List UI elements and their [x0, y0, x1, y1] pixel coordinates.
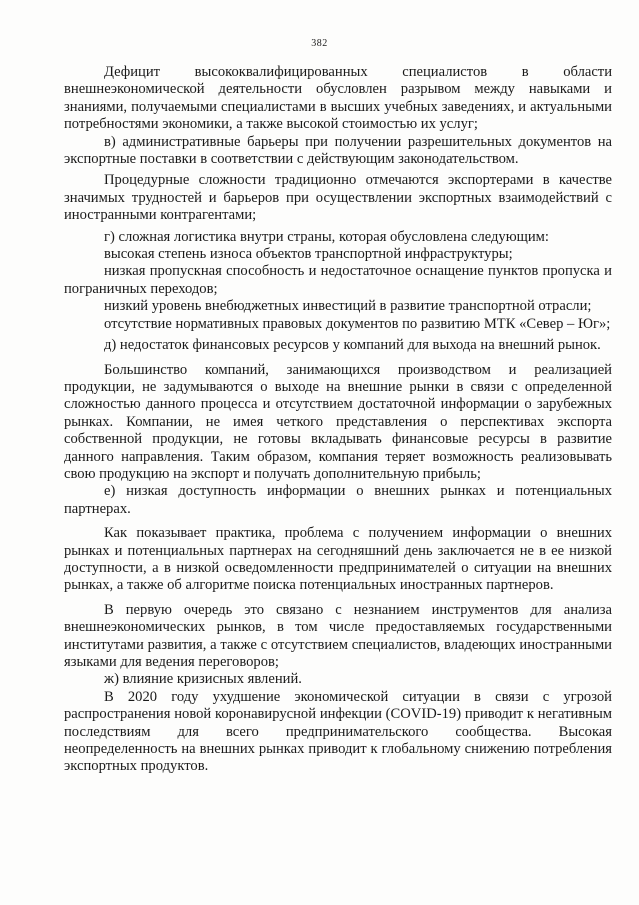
- paragraph-procedural-difficulties: Процедурные сложности традиционно отмечаются экспортерами в качестве значимых трудностей и барьеров при осуществлении экспортных взаимодействий с иностранными контрагентами;: [64, 172, 612, 224]
- paragraph-information-access: е) низкая доступность информации о внешних рынках и потенциальных партнерах.: [64, 483, 612, 517]
- list-item-regulatory-documents: отсутствие нормативных правовых документов по развитию МТК «Север – Юг»;: [104, 315, 611, 332]
- body-text: [64, 64, 612, 776]
- paragraph-admin-barriers: в) административные барьеры при получении разрешительных документов на экспортные поставки в соответствии с действующим законодательством.: [64, 133, 612, 168]
- list-item-throughput: низкая пропускная способность и недостаточное оснащение пунктов пропуска и пограничных переходов;: [64, 263, 612, 297]
- paragraph-logistics: г) сложная логистика внутри страны, которая обусловлена следующим:: [104, 228, 549, 245]
- list-item-investment: низкий уровень внебюджетных инвестиций в развитие транспортной отрасли;: [104, 298, 592, 315]
- page-number: 382: [311, 38, 328, 49]
- paragraph-companies-export: Большинство компаний, занимающихся производством и реализацией продукции, не задумываются о выходе на внешние рынки в связи с определенной сложностью данного процесса и отсутствием достаточной информации о зарубежных рынках. Компании, не имея четкого представления о перспективах экспорта собственной продукции, не готовы вкладывать финансовые ресурсы в развитие данного направления. Таким образом, компания теряет возможность реализовывать свою продукцию на экспорт и получать дополнительную прибыль;: [64, 361, 612, 482]
- paragraph-skill-shortage: Дефицит высококвалифицированных специалистов в области внешнеэкономической деятельности обусловлен разрывом между навыками и знаниями, получаемыми специалистами в высших учебных заведениях, и актуальными потребностями экономики, а также высокой стоимостью их услуг;: [64, 64, 612, 133]
- paragraph-crisis: ж) влияние кризисных явлений.: [104, 671, 302, 688]
- paragraph-financial-resources: д) недостаток финансовых ресурсов у компаний для выхода на внешний рынок.: [104, 337, 601, 354]
- paragraph-practice: Как показывает практика, проблема с получением информации о внешних рынках и потенциальных партнерах на сегодняшний день заключается не в ее низкой доступности, а в низкой осведомленности предпринимателей о ситуации на внешних рынках, а также об алгоритме поиска потенциальных иностранных партнеров.: [64, 525, 612, 594]
- paragraph-tools-knowledge: В первую очередь это связано с незнанием инструментов для анализа внешнеэкономических рынков, в том числе предоставляемых государственными институтами развития, а также с отсутствием специалистов, владеющих иностранными языками для ведения переговоров;: [64, 601, 612, 670]
- paragraph-covid: В 2020 году ухудшение экономической ситуации в связи с угрозой распространения новой коронавирусной инфекции (COVID-19) приводит к негативным последствиям для всего предпринимательского сообщества. Высокая неопределенность на внешних рынках приводит к глобальному снижению потребления экспортных продуктов.: [64, 688, 612, 775]
- list-item-infrastructure-wear: высокая степень износа объектов транспортной инфраструктуры;: [104, 246, 513, 263]
